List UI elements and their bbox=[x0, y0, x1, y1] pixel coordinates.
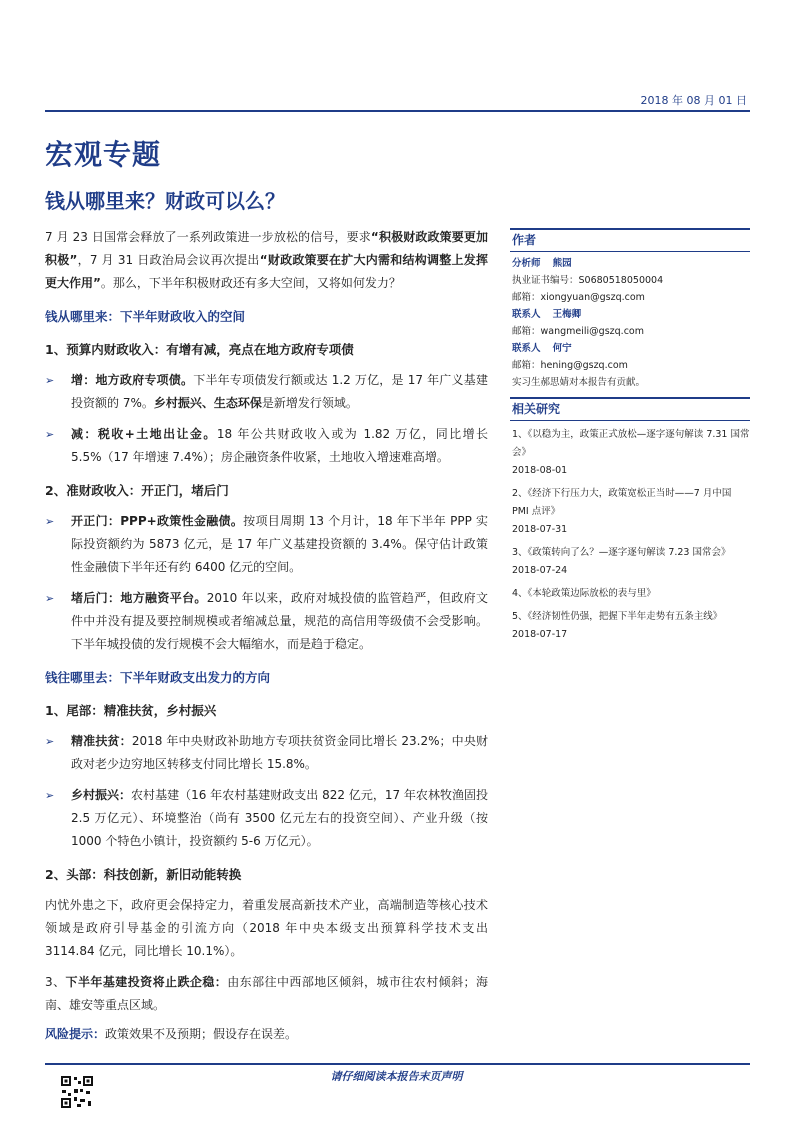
arrow-bullet-icon: ➢ bbox=[45, 515, 55, 528]
infra-paragraph: 3、下半年基建投资将止跌企稳：由东部往中西部地区倾斜，城市往农村倾斜；海南、雄安等重点区域。 bbox=[45, 975, 488, 1012]
tail-heading: 1、尾部：精准扶贫，乡村振兴 bbox=[45, 703, 217, 718]
contact1-line: 联系人 王梅卿 bbox=[512, 309, 582, 320]
arrow-bullet-icon: ➢ bbox=[45, 428, 55, 441]
research-item[interactable]: 1、《以稳为主，政策正式放松—逐字逐句解读 7.31 国常会》 2018-08-01 bbox=[512, 429, 750, 476]
risk-paragraph: 风险提示：政策效果不及预期；假设存在误差。 bbox=[45, 1027, 298, 1041]
license-line: 执业证书编号：S0680518050004 bbox=[512, 275, 664, 286]
intern-thanks: 实习生郝思婧对本报告有贡献。 bbox=[512, 377, 646, 388]
report-date: 2018 年 08 月 01 日 bbox=[640, 94, 747, 107]
budget-income-heading: 1、预算内财政收入：有增有减，亮点在地方政府专项债 bbox=[45, 342, 354, 357]
list-item: ➢ 减：税收+土地出让金。18 年公共财政收入或为 1.82 万亿，同比增长 5.5%（17 年增速 7.4%）；房企融资条件收紧，土地收入增速难高增。 bbox=[45, 423, 488, 469]
list-item: ➢ 增：地方政府专项债。下半年专项债发行额或达 1.2 万亿，是 17 年广义基建投资额的 7%。乡村振兴、生态环保是新增发行领域。 bbox=[45, 369, 488, 415]
list-item: ➢ 乡村振兴：农村基建（16 年农村基建财政支出 822 亿元，17 年农林牧渔固投 2.5 万亿元）、环境整治（尚有 3500 亿元左右的投资空间）、产业升级（按 1000 个特色小镇计，投资额约 5-6 万亿元）。 bbox=[45, 784, 488, 853]
report-title: 钱从哪里来？财政可以么？ bbox=[45, 189, 285, 213]
arrow-bullet-icon: ➢ bbox=[45, 374, 55, 387]
contact1-email-link[interactable]: wangmeili@gszq.com bbox=[540, 326, 644, 337]
top-divider bbox=[45, 110, 750, 112]
spending-section-heading: 钱往哪里去：下半年财政支出发力的方向 bbox=[45, 670, 271, 685]
list-item: ➢ 开正门：PPP+政策性金融债。按项目周期 13 个月计，18 年下半年 PPP 实际投资额约为 5873 亿元，是 17 年广义基建投资额的 3.4%。保守估计政策性金融债下半年还有约 6400 亿元的空间。 bbox=[45, 510, 488, 579]
contact1-email-line: 邮箱：wangmeili@gszq.com bbox=[512, 326, 644, 337]
research-item[interactable]: 3、《政策转向了么？—逐字逐句解读 7.23 国常会》 2018-07-24 bbox=[512, 547, 731, 576]
footer-disclaimer: 请仔细阅读本报告末页声明 bbox=[330, 1070, 463, 1083]
arrow-bullet-icon: ➢ bbox=[45, 789, 55, 802]
bottom-divider bbox=[45, 1063, 750, 1065]
contact2-email-line: 邮箱：hening@gszq.com bbox=[512, 360, 628, 371]
arrow-bullet-icon: ➢ bbox=[45, 735, 55, 748]
main-content bbox=[45, 226, 488, 1046]
quasi-income-heading: 2、准财政收入：开正门，堵后门 bbox=[45, 483, 229, 498]
contact2-line: 联系人 何宁 bbox=[512, 343, 572, 354]
income-section-heading: 钱从哪里来：下半年财政收入的空间 bbox=[45, 309, 246, 324]
authors-heading: 作者 bbox=[510, 228, 750, 252]
analyst-email-line: 邮箱：xiongyuan@gszq.com bbox=[512, 292, 645, 303]
research-item[interactable]: 5、《经济韧性仍强，把握下半年走势有五条主线》 2018-07-17 bbox=[512, 611, 723, 640]
analyst-line: 分析师 熊园 bbox=[512, 258, 572, 269]
arrow-bullet-icon: ➢ bbox=[45, 592, 55, 605]
list-item: ➢ 堵后门：地方融资平台。2010 年以来，政府对城投债的监管趋严，但政府文件中并没有提及要控制规模或者缩减总量，规范的高信用等级债不会受影响。下半年城投债的发行规模不会大幅缩水，而是趋于稳定。 bbox=[45, 587, 488, 656]
related-research-heading: 相关研究 bbox=[510, 397, 750, 421]
report-category: 宏观专题 bbox=[45, 138, 162, 171]
sidebar bbox=[510, 228, 750, 644]
research-item[interactable]: 2、《经济下行压力大，政策宽松正当时——7 月中国 PMI 点评》 2018-07-31 bbox=[512, 488, 732, 535]
research-item[interactable]: 4、《本轮政策边际放松的表与里》 bbox=[512, 588, 656, 599]
head-heading: 2、头部：科技创新，新旧动能转换 bbox=[45, 867, 242, 882]
analyst-email-link[interactable]: xiongyuan@gszq.com bbox=[540, 292, 645, 303]
intro-paragraph: 7 月 23 日国常会释放了一系列政策进一步放松的信号，要求“积极财政政策要更加积极”，7 月 31 日政治局会议再次提出“财政政策要在扩大内需和结构调整上发挥更大作用”。那么，下半年积极财政还有多大空间，又将如何发力？ bbox=[45, 230, 489, 290]
list-item: ➢ 精准扶贫：2018 年中央财政补助地方专项扶贫资金同比增长 23.2%；中央财政对老少边穷地区转移支付同比增长 15.8%。 bbox=[45, 730, 488, 776]
contact2-email-link[interactable]: hening@gszq.com bbox=[540, 360, 628, 371]
head-paragraph: 内忧外患之下，政府更会保持定力，着重发展高新技术产业，高端制造等核心技术领域是政府引导基金的引流方向（2018 年中央本级支出预算科学技术支出 3114.84 亿元，同比增长 10.1%）。 bbox=[45, 898, 488, 958]
